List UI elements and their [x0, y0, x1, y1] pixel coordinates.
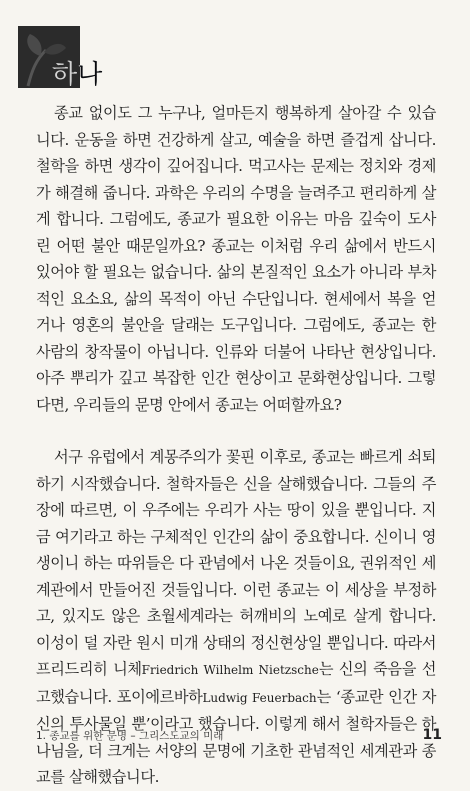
- paragraph-2-part-b: 는 신의 죽음을 선고했습니다. 포이에르바하: [36, 660, 437, 706]
- page-footer: [36, 727, 442, 747]
- paragraph-2-part-a: 서구 유럽에서 계몽주의가 꽃핀 이후로, 종교는 빠르게 쇠퇴하기 시작했습니다. 철학자들은 신을 살해했습니다. 그들의 주장에 따르면, 이 우주에는 우리가 사는 땅이 있을 뿐입니다. 지금 여기라고 하는 구체적인 인간의 삶이 중요합니다. 신이니 영생이니 하는 따위들은 다 관념에서 나온 것들이요, 권위적인 세계관에서 만들어진 것들입니다. 이런 종교는 이 세상을 부정하고, 있지도 않은 초월세계라는 허깨비의 노예로 살게 합니다. 이성이 덜 자란 원시 미개 상태의 정신현상일 뿐입니다. 따라서 프리드리히 니체: [36, 448, 436, 678]
- chapter-number-title: 하나: [52, 60, 103, 90]
- latin-name-feuerbach: Ludwig Feuerbach: [202, 690, 317, 705]
- paragraph-1: 종교 없이도 그 누구나, 얼마든지 행복하게 살아갈 수 있습니다. 운동을 하면 건강하게 살고, 예술을 하면 즐겁게 삽니다. 철학을 하면 생각이 깊어집니다. 먹고사는 문제는 정치와 경제가 해결해 줍니다. 과학은 우리의 수명을 늘려주고 편리하게 살게 합니다. 그럼에도, 종교가 필요한 이유는 마음 깊숙이 도사린 어떤 불안 때문일까요? 종교는 이처럼 우리 삶에서 반드시 있어야 할 필요는 없습니다. 삶의 본질적인 요소가 아니라 부차적인 요소요, 삶의 목적이 아닌 수단입니다. 현세에서 복을 얻거나 영혼의 불안을 달래는 도구입니다. 그럼에도, 종교는 한 사람의 창작물이 아닙니다. 인류와 더불어 나타난 현상입니다. 아주 뿌리가 깊고 복잡한 인간 현상이고 문화현상입니다. 그렇다면, 우리들의 문명 안에서 종교는 어떠할까요?: [36, 104, 436, 414]
- latin-name-nietzsche: Friedrich Wilhelm Nietzsche: [141, 663, 319, 677]
- body-text: [36, 100, 436, 791]
- running-footer-caption: 1. 종교를 위한 문명 – 그리스도교의 미래: [36, 730, 224, 742]
- paragraph-2-part-c: 는 ‘종교란 인간 자신의 투사물일 뿐’이라고 했습니다. 이렇게 해서 철학자들은 하나님을, 더 크게는 서양의 문명에 기초한 관념적인 세계관과 종교를 살해했습니다.: [36, 687, 437, 786]
- page-number: 11: [422, 727, 442, 743]
